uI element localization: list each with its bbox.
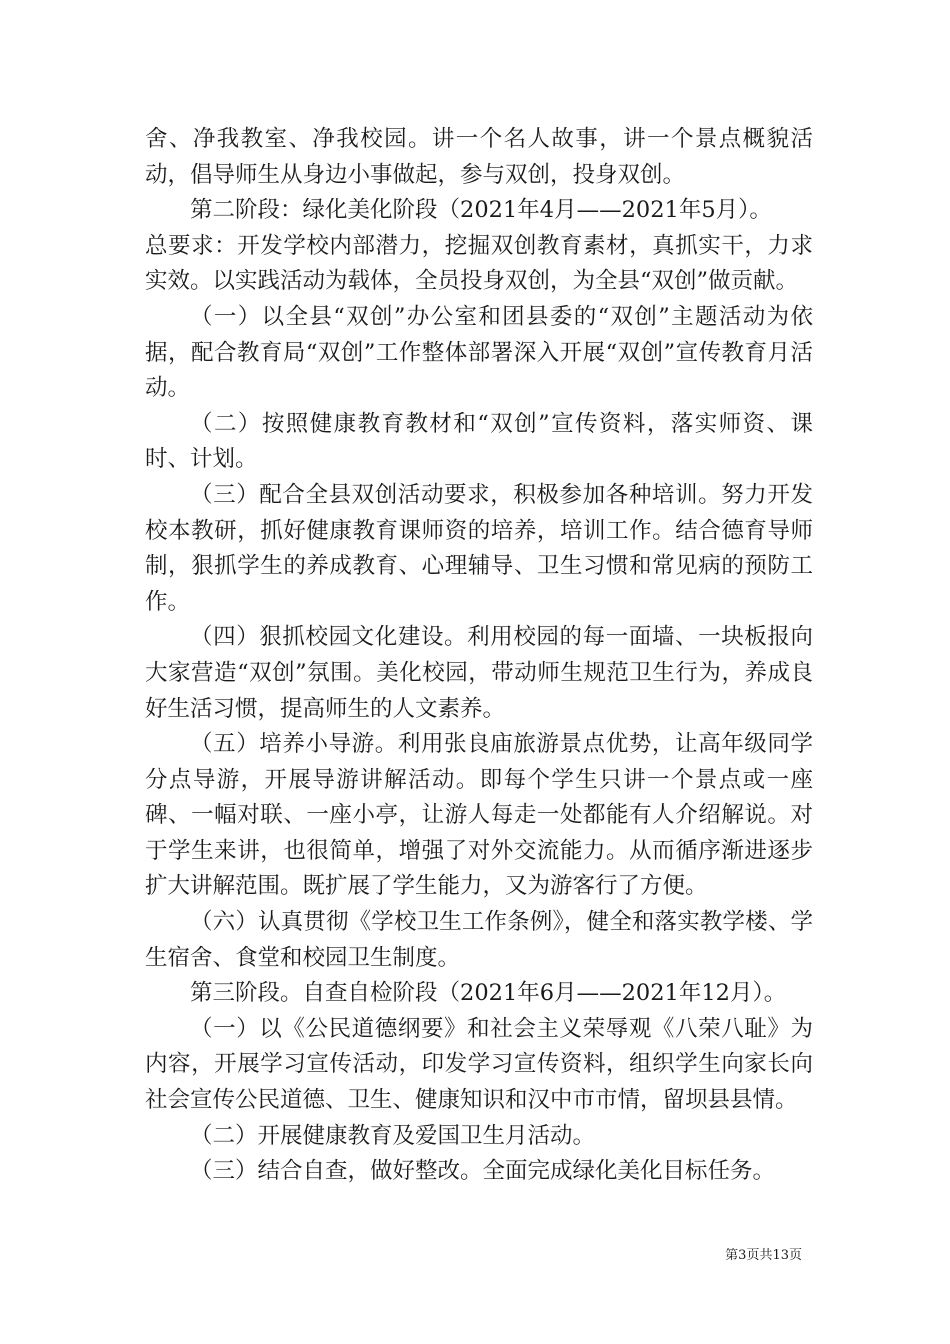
paragraph: 舍、净我教室、净我校园。讲一个名人故事，讲一个景点概貌活动，倡导师生从身边小事做起，参与双创，投身双创。	[145, 126, 813, 188]
paragraph: （一）以《公民道德纲要》和社会主义荣辱观《八荣八耻》为内容，开展学习宣传活动，印发学习宣传资料，组织学生向家长向社会宣传公民道德、卫生、健康知识和汉中市市情，留坝县县情。	[145, 1015, 813, 1114]
paragraph: （五）培养小导游。利用张良庙旅游景点优势，让高年级同学分点导游，开展导游讲解活动。即每个学生只讲一个景点或一座碑、一幅对联、一座小亭，让游人每走一处都能有人介绍解说。对于学生来讲，也很简单，增强了对外交流能力。从而循序渐进逐步扩大讲解范围。既扩展了学生能力，又为游客行了方便。	[145, 731, 813, 900]
paragraph: 总要求：开发学校内部潜力，挖掘双创教育素材，真抓实干，力求实效。以实践活动为载体，全员投身双创，为全县“双创”做贡献。	[145, 232, 813, 295]
paragraph: （二）开展健康教育及爱国卫生月活动。	[190, 1122, 596, 1149]
paragraph: 第二阶段：绿化美化阶段（2021年4月——2021年5月）。	[190, 197, 772, 224]
paragraph: （二）按照健康教育教材和“双创”宣传资料，落实师资、课时、计划。	[145, 410, 813, 473]
document-body	[145, 122, 813, 1190]
paragraph: （六）认真贯彻《学校卫生工作条例》，健全和落实教学楼、学生宿舍、食堂和校园卫生制度。	[145, 909, 813, 971]
paragraph: （三）结合自查，做好整改。全面完成绿化美化目标任务。	[190, 1158, 776, 1185]
page-number-footer: 第3页共13页	[725, 1248, 802, 1263]
paragraph: 第三阶段。自查自检阶段（2021年6月——2021年12月）。	[190, 980, 787, 1007]
paragraph: （三）配合全县双创活动要求，积极参加各种培训。努力开发校本教研，抓好健康教育课师资的培养，培训工作。结合德育导师制，狠抓学生的养成教育、心理辅导、卫生习惯和常见病的预防工作。	[145, 481, 813, 615]
paragraph: （四）狠抓校园文化建设。利用校园的每一面墙、一块板报向大家营造“双创”氛围。美化校园，带动师生规范卫生行为，养成良好生活习惯，提高师生的人文素养。	[145, 624, 813, 722]
paragraph: （一）以全县“双创”办公室和团县委的“双创”主题活动为依据，配合教育局“双创”工作整体部署深入开展“双创”宣传教育月活动。	[145, 303, 813, 402]
